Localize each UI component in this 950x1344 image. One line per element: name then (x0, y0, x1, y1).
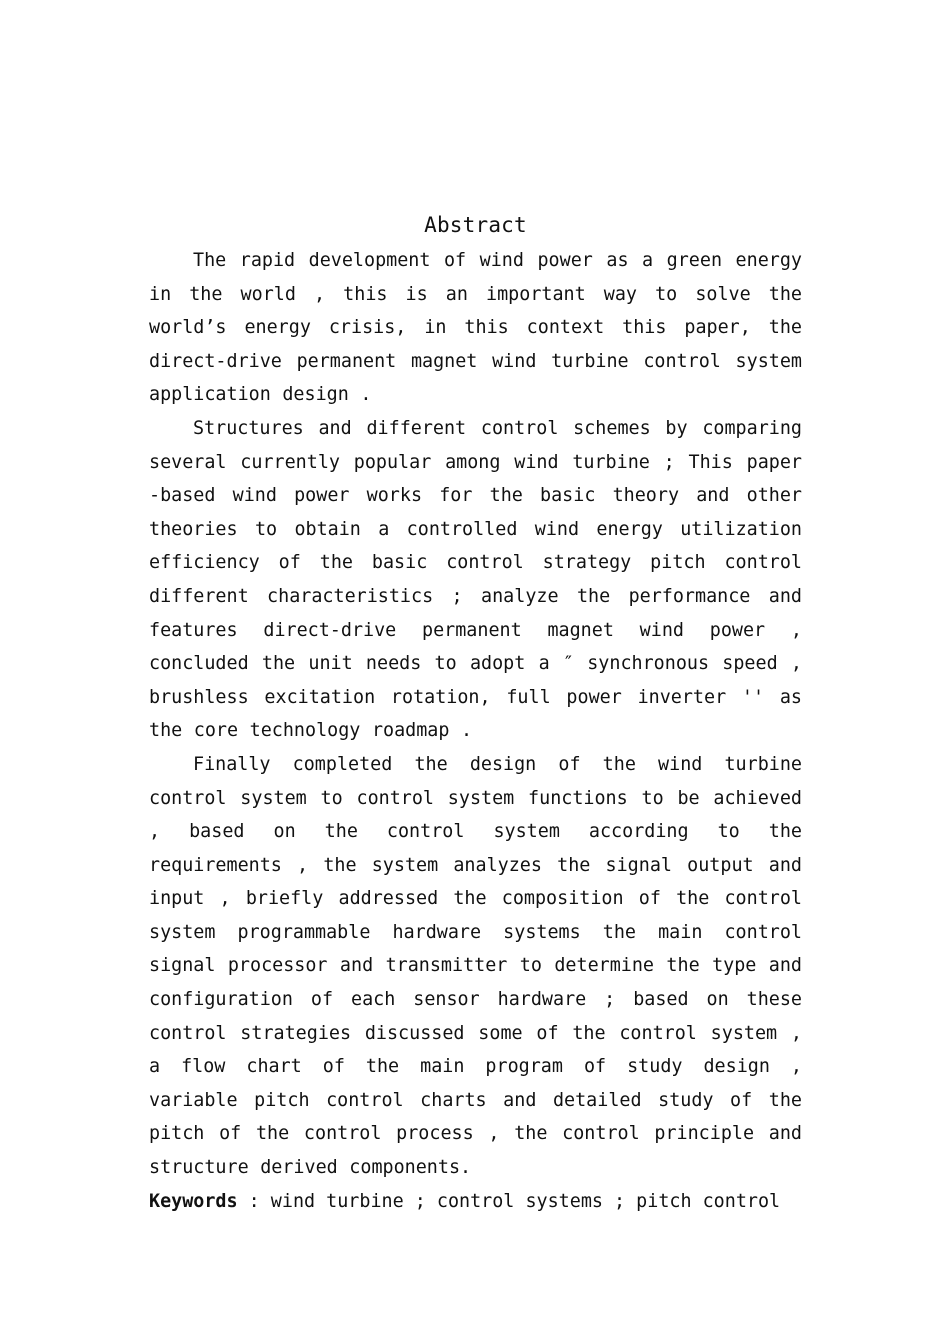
abstract-section (149, 208, 802, 1218)
abstract-paragraph-1: The rapid development of wind power as a green energy in the world , this is an important way to solve the world’s energy crisis, in this context this paper, the direct-drive permanent magnet wind turbine control system application design . (149, 250, 802, 406)
keywords-line (149, 1185, 802, 1219)
abstract-paragraph-2: Structures and different control schemes by comparing several currently popular among wind turbine ; This paper -based wind power works for the basic theory and other theories to obtain a controlled wind energy utilization efficiency of the basic control strategy pitch control different characteristics ; analyze the performance and features direct-drive permanent magnet wind power , concluded the unit needs to adopt a ″ synchronous speed , brushless excitation rotation, full power inverter '' as the core technology roadmap . (149, 417, 802, 742)
abstract-title: Abstract (424, 213, 527, 237)
keywords-text: : wind turbine ; control systems ; pitch control (237, 1190, 781, 1212)
keywords-label: Keywords (149, 1190, 238, 1212)
abstract-paragraph-3: Finally completed the design of the wind turbine control system to control system functions to be achieved , based on the control system according to the requirements , the system analyzes the signal output and input , briefly addressed the composition of the control system programmable hardware systems the main control signal processor and transmitter to determine the type and configuration of each sensor hardware ; based on these control strategies discussed some of the control system , a flow chart of the main program of study design , variable pitch control charts and detailed study of the pitch of the control process , the control principle and structure derived components. (149, 753, 802, 1179)
